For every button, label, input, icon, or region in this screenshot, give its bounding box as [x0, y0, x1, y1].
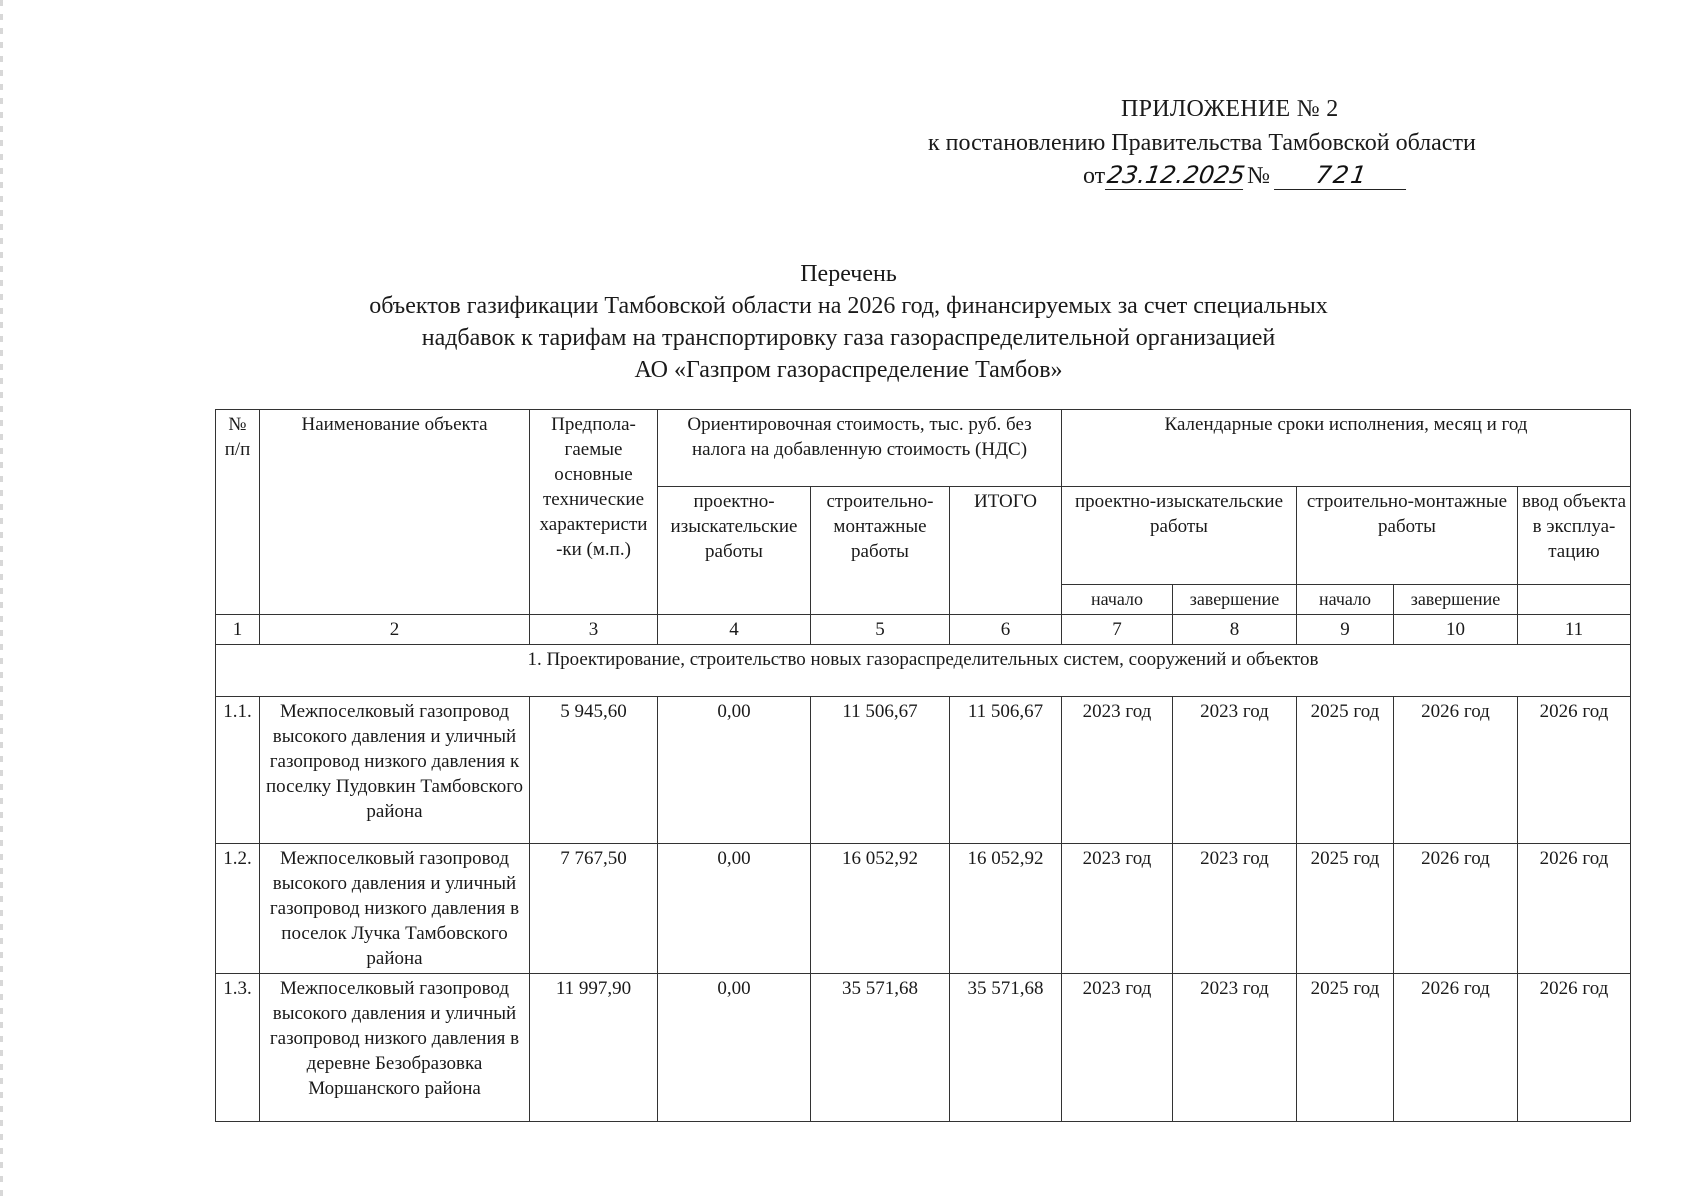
row-cost-construction: 35 571,68	[811, 974, 950, 1122]
header-design-start: начало	[1062, 585, 1173, 615]
document-title	[0, 258, 1697, 386]
header-constr-start: начало	[1297, 585, 1394, 615]
row-design-start: 2023 год	[1062, 974, 1173, 1122]
appendix-subtitle: к постановлению Правительства Тамбовской области	[928, 130, 1476, 156]
row-constr-end: 2026 год	[1394, 697, 1518, 844]
row-specs: 7 767,50	[530, 844, 658, 974]
col-num-6: 6	[950, 615, 1062, 645]
col-num-2: 2	[260, 615, 530, 645]
header-schedule-group: Календарные сроки исполнения, месяц и год	[1062, 410, 1631, 487]
row-cost-total: 11 506,67	[950, 697, 1062, 844]
date-prefix: от	[1083, 163, 1106, 189]
row-commission: 2026 год	[1518, 974, 1631, 1122]
row-cost-total: 16 052,92	[950, 844, 1062, 974]
title-line-3: надбавок к тарифам на транспортировку газа газораспределительной организацией	[421, 325, 1276, 351]
header-constr-end: завершение	[1394, 585, 1518, 615]
table-row	[216, 974, 1631, 1122]
header-row-1	[216, 410, 1631, 487]
row-constr-start: 2025 год	[1297, 844, 1394, 974]
col-num-1: 1	[216, 615, 260, 645]
header-specs: Предпола-гаемые основные технические характеристи -ки (м.п.)	[530, 410, 658, 615]
header-cost-design: проектно-изыскательские работы	[658, 487, 811, 615]
header-cost-group: Ориентировочная стоимость, тыс. руб. без налога на добавленную стоимость (НДС)	[658, 410, 1062, 487]
title-line-2: объектов газификации Тамбовской области на 2026 год, финансируемых за счет специальных	[369, 293, 1328, 319]
row-design-end: 2023 год	[1173, 974, 1297, 1122]
row-commission: 2026 год	[1518, 844, 1631, 974]
col-num-10: 10	[1394, 615, 1518, 645]
col-num-5: 5	[811, 615, 950, 645]
col-num-4: 4	[658, 615, 811, 645]
handwritten-number: 721	[1274, 161, 1410, 190]
header-name: Наименование объекта	[260, 410, 530, 615]
row-constr-end: 2026 год	[1394, 844, 1518, 974]
row-number: 1.1.	[216, 697, 260, 844]
row-constr-end: 2026 год	[1394, 974, 1518, 1122]
row-name: Межпоселковый газопровод высокого давления и уличный газопровод низкого давления к поселку Пудовкин Тамбовского района	[260, 697, 530, 844]
appendix-date-row	[1083, 161, 1408, 190]
column-number-row	[216, 615, 1631, 645]
header-commission-blank	[1518, 585, 1631, 615]
header-design-end: завершение	[1173, 585, 1297, 615]
row-cost-design: 0,00	[658, 974, 811, 1122]
col-num-3: 3	[530, 615, 658, 645]
row-number: 1.3.	[216, 974, 260, 1122]
handwritten-date: 23.12.2025	[1105, 161, 1247, 189]
row-cost-total: 35 571,68	[950, 974, 1062, 1122]
row-constr-start: 2025 год	[1297, 974, 1394, 1122]
row-specs: 5 945,60	[530, 697, 658, 844]
row-specs: 11 997,90	[530, 974, 658, 1122]
table-row	[216, 844, 1631, 974]
row-name: Межпоселковый газопровод высокого давления и уличный газопровод низкого давления в поселок Лучка Тамбовского района	[260, 844, 530, 974]
row-constr-start: 2025 год	[1297, 697, 1394, 844]
col-num-11: 11	[1518, 615, 1631, 645]
header-no: № п/п	[216, 410, 260, 615]
col-num-7: 7	[1062, 615, 1173, 645]
section-row	[216, 645, 1631, 697]
header-sched-construction: строительно-монтажные работы	[1297, 487, 1518, 585]
row-cost-design: 0,00	[658, 697, 811, 844]
col-num-8: 8	[1173, 615, 1297, 645]
header-cost-total: ИТОГО	[950, 487, 1062, 615]
scan-edge	[0, 0, 3, 1200]
row-cost-design: 0,00	[658, 844, 811, 974]
row-name: Межпоселковый газопровод высокого давления и уличный газопровод низкого давления в деревне Безобразовка Моршанского района	[260, 974, 530, 1122]
section-title: 1. Проектирование, строительство новых газораспределительных систем, сооружений и объектов	[216, 645, 1631, 697]
row-design-start: 2023 год	[1062, 697, 1173, 844]
row-cost-construction: 11 506,67	[811, 697, 950, 844]
row-number: 1.2.	[216, 844, 260, 974]
row-design-end: 2023 год	[1173, 697, 1297, 844]
appendix-title: ПРИЛОЖЕНИЕ № 2	[1121, 96, 1339, 122]
objects-table	[215, 409, 1631, 1122]
row-commission: 2026 год	[1518, 697, 1631, 844]
col-num-9: 9	[1297, 615, 1394, 645]
table-row	[216, 697, 1631, 844]
header-sched-commission: ввод объекта в эксплуа-тацию	[1518, 487, 1631, 585]
header-sched-design: проектно-изыскательские работы	[1062, 487, 1297, 585]
title-line-1: Перечень	[800, 261, 897, 287]
row-design-end: 2023 год	[1173, 844, 1297, 974]
header-cost-construction: строительно-монтажные работы	[811, 487, 950, 615]
row-cost-construction: 16 052,92	[811, 844, 950, 974]
row-design-start: 2023 год	[1062, 844, 1173, 974]
title-line-4: АО «Газпром газораспределение Тамбов»	[634, 357, 1063, 383]
number-prefix: №	[1247, 163, 1271, 189]
